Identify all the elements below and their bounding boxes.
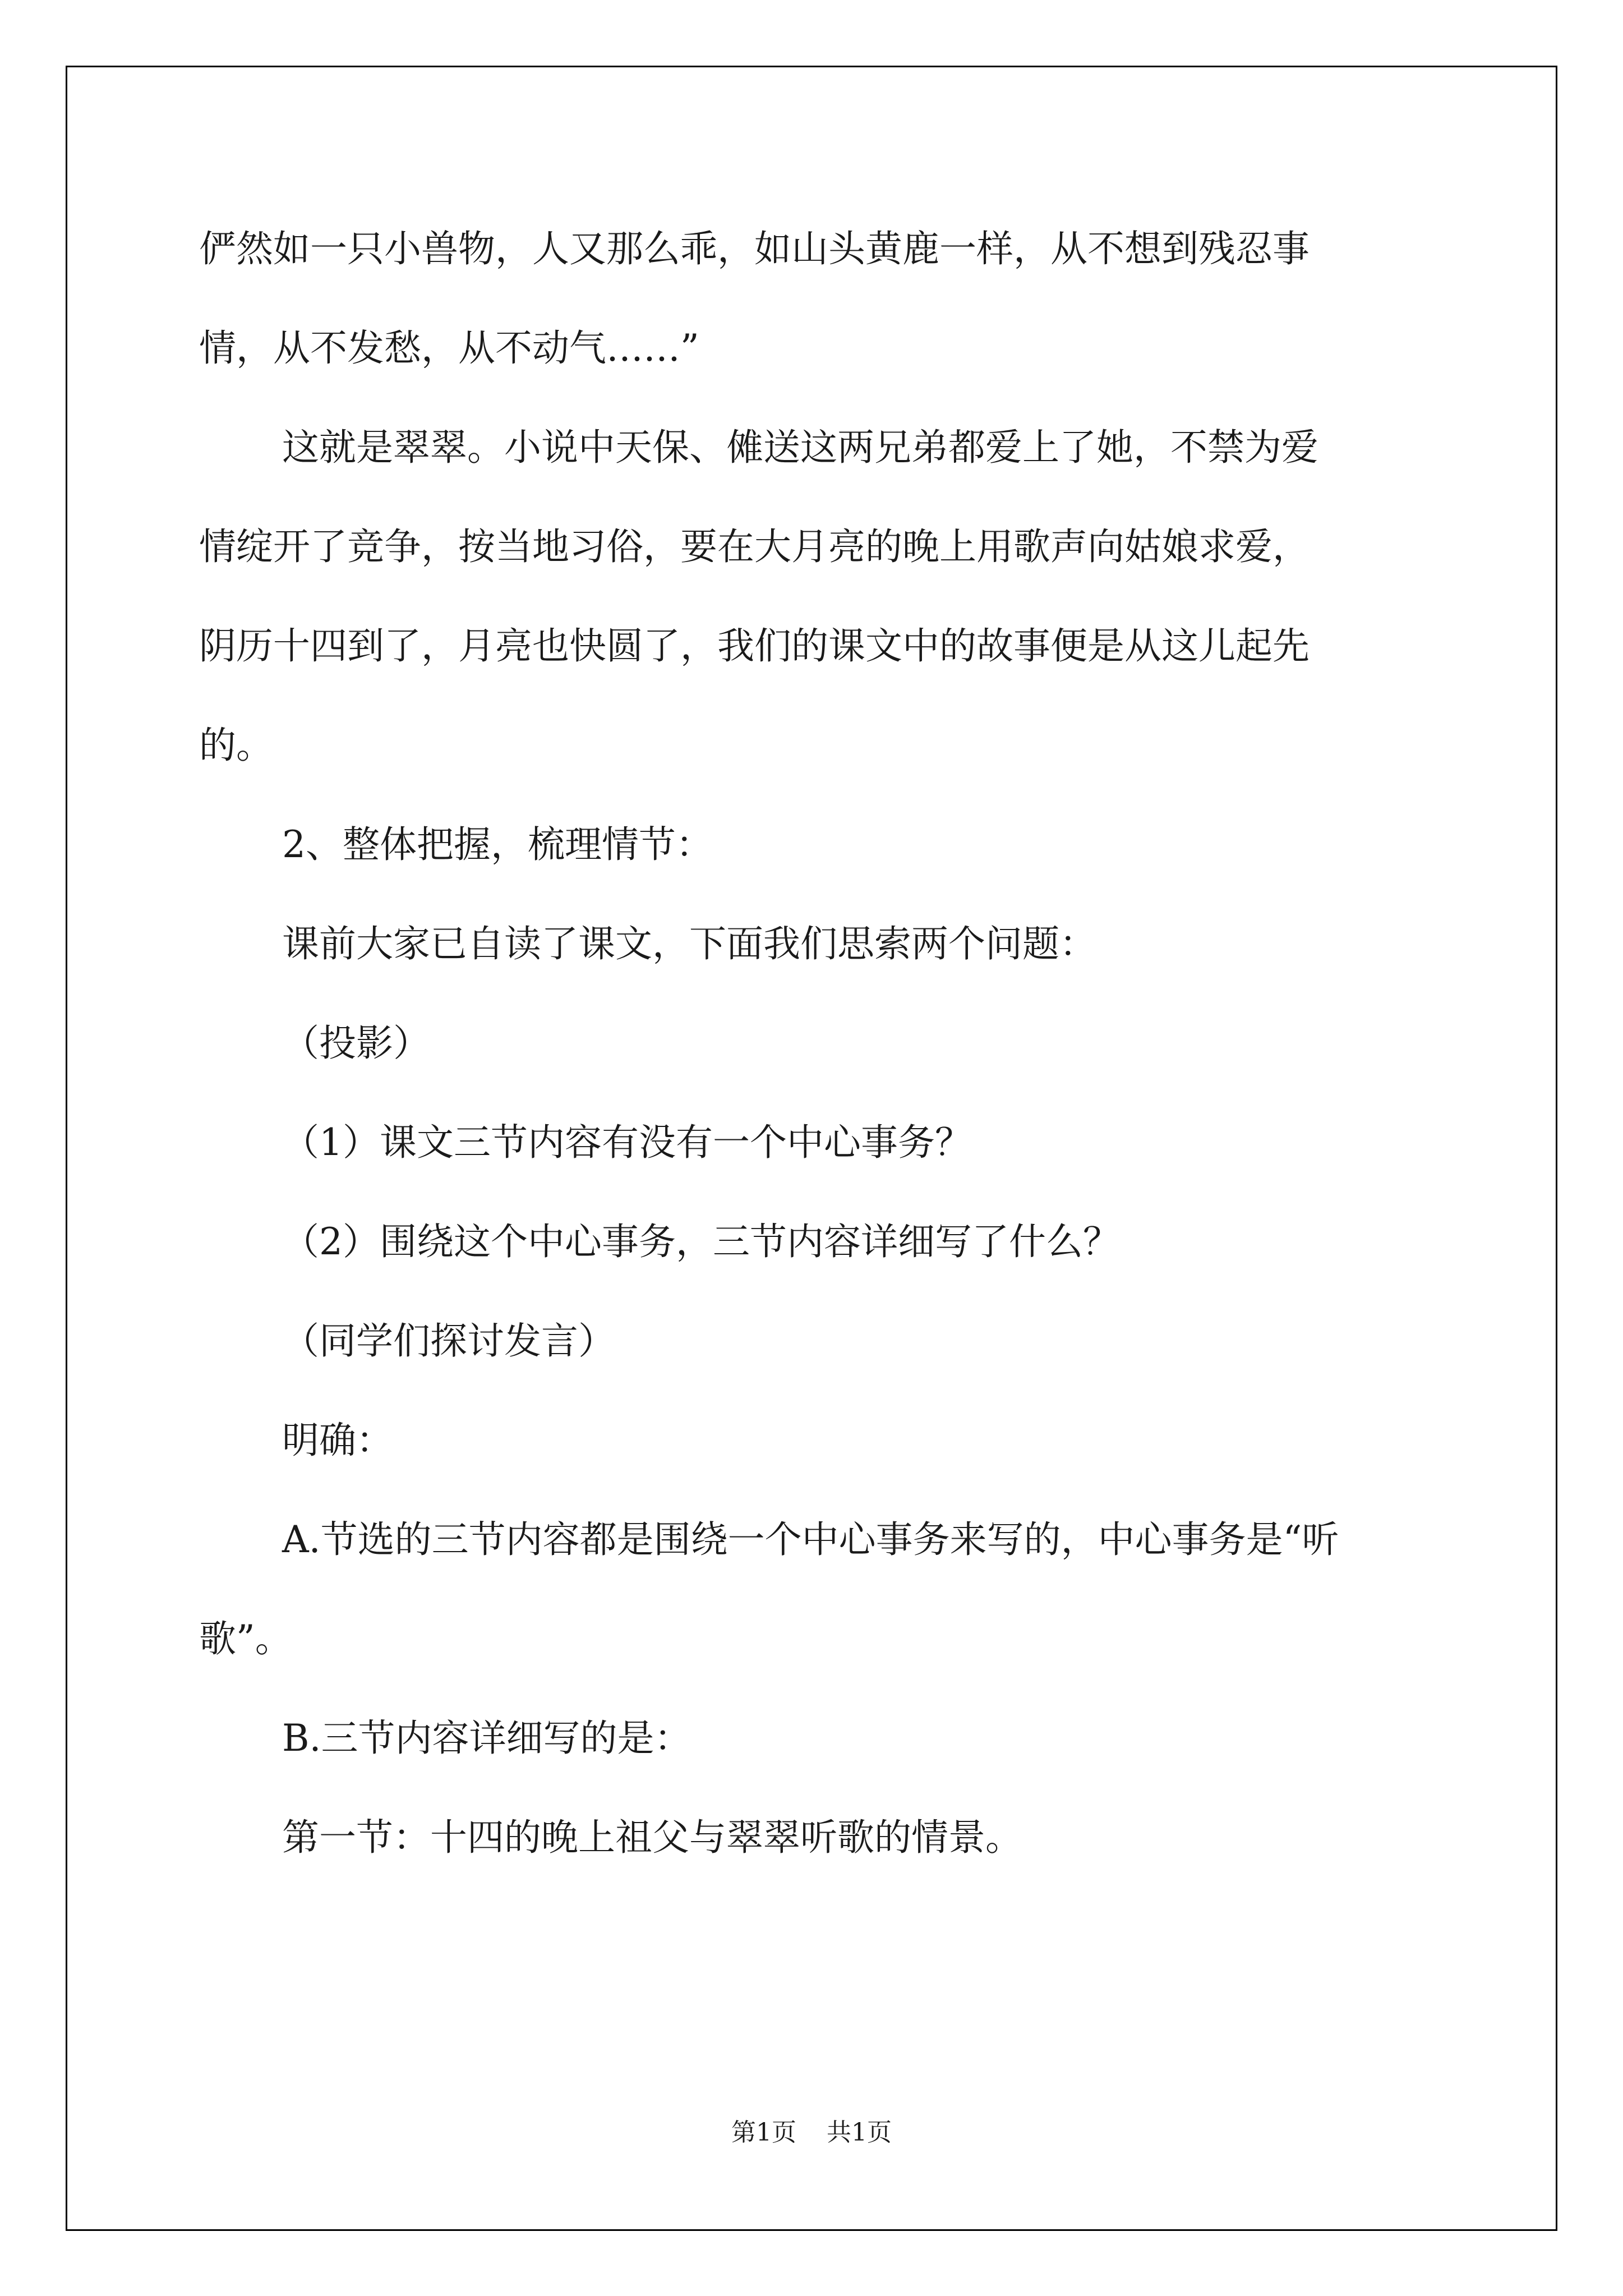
answer-item: A.节选的三节内容都是围绕一个中心事务来写的，中心事务是“听 — [282, 1518, 1339, 1561]
page-total: 共1页 — [827, 2118, 892, 2147]
paragraph-line: 歌”。 — [199, 1617, 292, 1660]
section-heading: 2、整体把握，梳理情节： — [282, 823, 713, 866]
paragraph-line: 第一节：十四的晚上祖父与翠翠听歌的情景。 — [282, 1816, 1022, 1859]
document-body — [199, 199, 1433, 1887]
paragraph-line: 课前大家已自读了课文，下面我们思索两个问题： — [282, 922, 1096, 965]
paragraph-line: 情绽开了竞争，按当地习俗，要在大月亮的晚上用歌声向姑娘求爱， — [199, 525, 1310, 568]
paragraph-line: （同学们探讨发言） — [282, 1319, 615, 1363]
question-item: （2）围绕这个中心事务，三节内容详细写了什么？ — [282, 1220, 1120, 1263]
paragraph-line: （投影） — [282, 1022, 430, 1065]
paragraph-line: 明确： — [282, 1419, 393, 1462]
question-item: （1）课文三节内容有没有一个中心事务？ — [282, 1121, 972, 1164]
page-number: 第1页 — [731, 2118, 796, 2147]
answer-item: B.三节内容详细写的是： — [282, 1717, 691, 1760]
page-footer — [0, 2116, 1623, 2150]
paragraph-line: 情，从不发愁，从不动气……” — [199, 326, 699, 370]
paragraph-line: 阴历十四到了，月亮也快圆了，我们的课文中的故事便是从这儿起先 — [199, 624, 1310, 668]
paragraph-line: 这就是翠翠。小说中天保、傩送这两兄弟都爱上了她，不禁为爱 — [282, 426, 1318, 469]
paragraph-line: 的。 — [199, 724, 273, 767]
paragraph-line: 俨然如一只小兽物，人又那么乖，如山头黄鹿一样，从不想到残忍事 — [199, 227, 1310, 270]
